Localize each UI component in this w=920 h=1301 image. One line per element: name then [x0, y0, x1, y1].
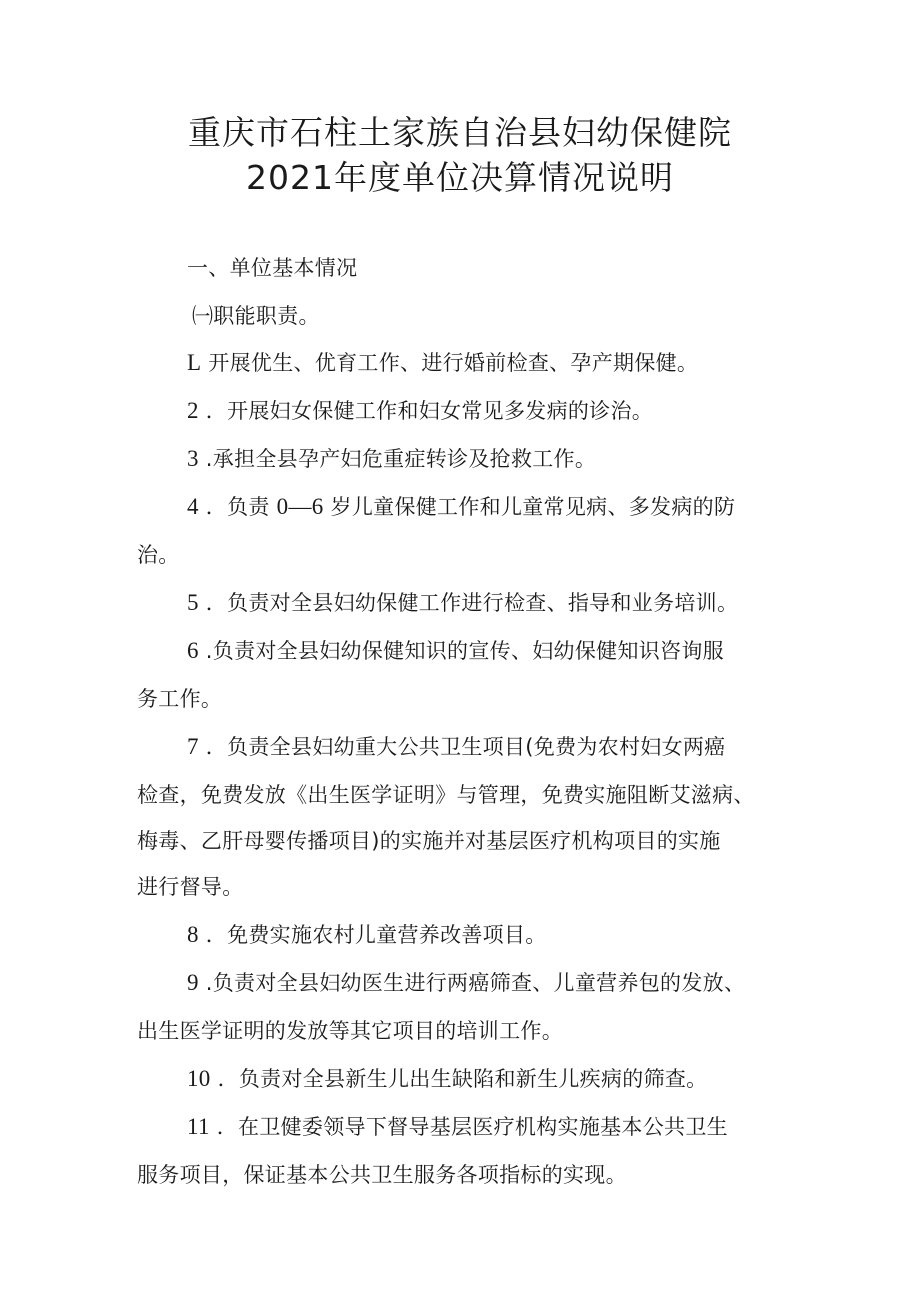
item-text: .负责对全县妇幼保健知识的宣传、妇幼保健知识咨询服	[198, 639, 724, 663]
list-item	[187, 349, 698, 377]
item-continuation: 进行督导。	[137, 875, 244, 899]
item-text: ．负责对全县新生儿出生缺陷和新生儿疾病的筛查。	[210, 1067, 708, 1091]
item-continuation: 检查，免费发放《出生医学证明》与管理，免费实施阻断艾滋病、	[137, 783, 755, 807]
item-number: 7	[187, 734, 199, 759]
item-number: 4	[187, 494, 199, 519]
item-text: ．开展妇女保健工作和妇女常见多发病的诊治。	[198, 399, 654, 423]
list-item	[187, 1065, 707, 1093]
item-text: .负责对全县妇幼医生进行两癌筛查、儿童营养包的发放、	[198, 971, 746, 995]
item-text: ．负责全县妇幼重大公共卫生项目(免费为农村妇女两癌	[198, 735, 726, 759]
item-text: 开展优生、优育工作、进行婚前检查、孕产期保健。	[201, 351, 699, 375]
age-range: 0—6	[276, 494, 324, 519]
item-continuation: 务工作。	[137, 687, 223, 711]
subsection-heading: ㈠职能职责。	[192, 304, 320, 328]
list-item	[187, 637, 724, 665]
list-item	[187, 921, 547, 949]
item-number: L	[187, 350, 202, 375]
item-continuation: 梅毒、乙肝母婴传播项目)的实施并对基层医疗机构项目的实施	[137, 829, 721, 853]
list-item	[187, 397, 653, 425]
list-item	[187, 969, 745, 997]
section-heading: 一、单位基本情况	[187, 256, 358, 280]
item-text: ．负责对全县妇幼保健工作进行检查、指导和业务培训。	[198, 591, 739, 615]
item-number: 10	[187, 1066, 211, 1091]
item-number: 6	[187, 638, 199, 663]
document-title-line2: 2021年度单位决算情况说明	[246, 158, 674, 197]
item-continuation: 治。	[137, 543, 180, 567]
list-item	[187, 589, 738, 617]
item-number: 2	[187, 398, 199, 423]
item-text: ．在卫健委领导下督导基层医疗机构实施基本公共卫生	[209, 1115, 728, 1139]
item-number: 3	[187, 446, 199, 471]
item-continuation: 出生医学证明的发放等其它项目的培训工作。	[137, 1019, 563, 1043]
item-number: 8	[187, 922, 199, 947]
item-text: ．免费实施农村儿童营养改善项目。	[198, 923, 547, 947]
item-number: 5	[187, 590, 199, 615]
list-item	[187, 733, 725, 761]
list-item	[187, 1113, 728, 1141]
document-title-line1: 重庆市石柱土家族自治县妇幼保健院	[188, 113, 732, 152]
item-number: 11	[187, 1114, 210, 1139]
list-item	[187, 493, 735, 521]
item-number: 9	[187, 970, 199, 995]
item-text: 岁儿童保健工作和儿童常见病、多发病的防	[323, 495, 736, 519]
item-continuation: 服务项目，保证基本公共卫生服务各项指标的实现。	[137, 1163, 627, 1187]
item-text: .承担全县孕产妇危重症转诊及抢救工作。	[198, 447, 597, 471]
list-item	[187, 445, 596, 473]
item-text: ．负责	[198, 495, 277, 519]
